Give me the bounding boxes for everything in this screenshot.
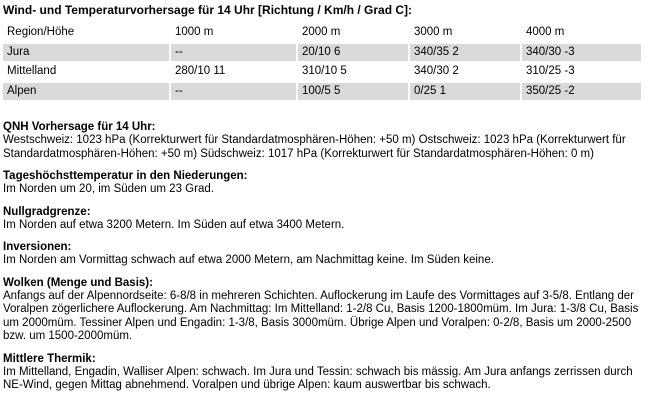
table-header-row — [3, 24, 643, 41]
section-heading: Inversionen: — [3, 241, 72, 253]
table-row-jura — [3, 44, 643, 61]
table-cell: -- — [171, 83, 296, 100]
section-clouds — [3, 277, 643, 344]
section-text: Westschweiz: 1023 hPa (Korrekturwert für Standardatmosphären-Höhen: +50 m) Ostschweiz: 1023 hPa (Korrekturwert für Standardatmosphären-Höhen: +50 m) Südschweiz: 1017 hPa (Korrekturwert für Standardatmosphären-Höhen: 0 m) — [3, 134, 626, 160]
forecast-sections — [3, 121, 643, 402]
section-heading: Mittlere Thermik: — [3, 352, 96, 365]
header-cell-4000m: 4000 m — [526, 26, 565, 38]
table-cell: 340/30 -3 — [522, 44, 641, 61]
table-cell: 0/25 1 — [410, 83, 520, 100]
table-cell: -- — [171, 44, 296, 61]
header-cell-1000m: 1000 m — [175, 26, 214, 38]
section-text: Anfangs auf der Alpennordseite: 6-8/8 in mehreren Schichten. Auflockerung im Laufe des Vormittages auf 3-5/8. Entlang der Voralpen zögerlichere Auflockerung. Am Nachmittag: Im Mittelland: 1-2/8 Cu, Basis 1200-1800müm. Im Jura: 1-3/8 Cu, Basis um 2000müm. Tessiner Alpen und Engadin: 1-3/8, Basis 3000müm. Übrige Alpen und Voralpen: 0-2/8, Basis um 2000-2500 bzw. um 1500-2000müm. — [3, 289, 639, 342]
table-row-alpen — [3, 83, 643, 100]
header-cell-2000m: 2000 m — [302, 26, 341, 38]
page-title: Wind- und Temperaturvorhersage für 14 Uhr [Richtung / Km/h / Grad C]: — [3, 3, 413, 17]
section-heading: QNH Vorhersage für 14 Uhr: — [3, 121, 156, 133]
table-cell: 100/5 5 — [298, 83, 408, 100]
table-row-mittelland — [3, 63, 643, 80]
wind-temperature-table — [3, 24, 643, 102]
section-text: Im Norden auf etwa 3200 Metern. Im Süden auf etwa 3400 Metern. — [3, 218, 345, 231]
table-cell: 340/30 2 — [414, 65, 459, 77]
table-cell: 350/25 -2 — [522, 83, 641, 100]
table-cell: 20/10 6 — [298, 44, 408, 61]
section-text: Im Mittelland, Engadin, Walliser Alpen: schwach. Im Jura und Tessin: schwach bis mässig. Am Jura anfangs zerrissen durch NE-Wind, gegen Mittag abnehmend. Voralpen und übrige Alpen: kaum auswertbar bis schwach. — [3, 365, 633, 391]
section-heading: Nullgradgrenze: — [3, 205, 91, 218]
table-cell: 310/10 5 — [302, 65, 347, 77]
section-freezing-level — [3, 206, 643, 233]
table-cell: 280/10 11 — [175, 65, 226, 77]
table-cell: 310/25 -3 — [526, 65, 575, 77]
header-cell-3000m: 3000 m — [414, 26, 453, 38]
header-cell-region: Region/Höhe — [7, 26, 75, 38]
section-text: Im Norden am Vormittag schwach auf etwa 2000 Metern, am Nachmittag keine. Im Süden keine. — [3, 254, 494, 266]
section-heading: Tageshöchsttemperatur in den Niederungen: — [3, 170, 248, 182]
section-thermals — [3, 353, 643, 393]
section-qnh — [3, 121, 643, 161]
table-cell: 340/35 2 — [410, 44, 520, 61]
section-max-temperature — [3, 170, 643, 197]
section-inversions — [3, 241, 643, 268]
table-cell: Alpen — [3, 83, 169, 100]
table-cell: Mittelland — [7, 65, 57, 77]
section-heading: Wolken (Menge und Basis): — [3, 276, 153, 289]
section-text: Im Norden um 20, im Süden um 23 Grad. — [3, 183, 214, 195]
table-cell: Jura — [3, 44, 169, 61]
